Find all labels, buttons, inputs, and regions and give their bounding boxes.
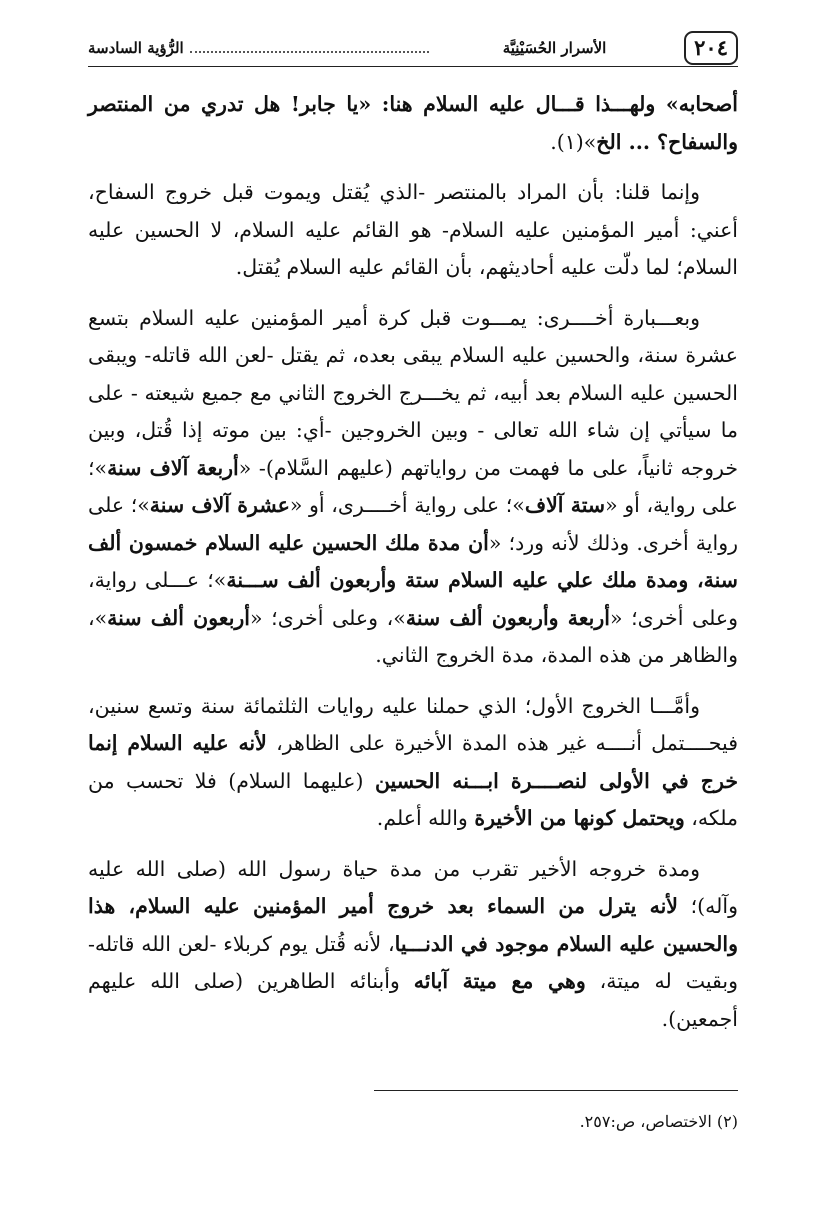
- paragraph: [88, 300, 738, 675]
- bold-text-run: لأنه يترل من السماء بعد خروج أمير المؤمنين عليه السلام، هذا والحسين عليه السلام موجود في الدنـــيا: [88, 894, 738, 956]
- bold-text-run: يا جابر! هل تدري من المنتصر والسفاح؟ ... الخ: [88, 92, 738, 154]
- bold-text-run: أربعة آلاف سنة: [107, 455, 239, 480]
- text-run: ، لأنه قُتل يوم كربلاء -لعن الله قاتله- وبقيت له ميتة،: [88, 931, 738, 993]
- bold-text-run: عشرة آلاف سنة: [149, 493, 290, 517]
- body-text: [88, 86, 738, 1038]
- header-dot-leader: [190, 51, 429, 53]
- bold-text-run: وهي مع ميتة آبائه: [413, 969, 586, 993]
- text-run: »؛ على رواية، أو «: [88, 455, 738, 517]
- bold-text-run: أن مدة ملك الحسين عليه السلام خمسون ألف سنة، ومدة ملك علي عليه السلام ستة وأربعون ألف ســـنة: [88, 530, 738, 592]
- paragraph: [88, 174, 738, 287]
- paragraph: [88, 688, 738, 838]
- bold-text-run: ستة آلاف: [524, 493, 606, 517]
- text-run: »(١).: [550, 129, 597, 154]
- text-run: وأمَّـــا الخروج الأول؛ الذي حملنا عليه روايات الثلثمائة سنة وتسع سنين، فيحــــتمل أنــــه غير هذه المدة الأخيرة على الظاهر،: [88, 693, 738, 755]
- bold-text-run: أصحابه» ولهـــذا قـــال عليه السلام هنا: «: [358, 92, 738, 116]
- bold-text-run: أربعون ألف سنة: [107, 605, 251, 630]
- paragraph: [88, 851, 738, 1039]
- text-run: وإنما قلنا: بأن المراد بالمنتصر -الذي يُقتل ويموت قبل خروج السفاح، أعني: أمير المؤمنين عليه السلام- هو القائم عليه السلام، لا الحسين عليه السلام؛ لما دلّت عليه أحاديثهم، بأن القائم عليه السلام يُقتل.: [88, 180, 738, 279]
- text-run: »؛ على رواية أخــــرى، أو «: [289, 493, 525, 517]
- bold-text-run: لأنه عليه السلام إنما خرج في الأولى لنصــــرة ابـــنه الحسين: [88, 731, 738, 793]
- bold-text-run: ويحتمل كونها من الأخيرة: [474, 806, 685, 830]
- text-run: »، والظاهر من هذه المدة، مدة الخروج الثاني.: [88, 605, 738, 667]
- page-number: ٢٠٤: [684, 31, 738, 65]
- paragraph: [88, 86, 738, 161]
- chapter-title: الرُّؤية السادسة: [88, 39, 184, 57]
- book-title: الأسرار الحُسَيْنِيَّة: [502, 39, 607, 57]
- footnote-separator: [374, 1090, 738, 1091]
- text-run: (عليهما السلام) فلا تحسب من ملكه،: [88, 768, 738, 830]
- text-run: وبعـــبارة أخــــرى: يمـــوت قبل كرة أمير المؤمنين عليه السلام بتسع عشرة سنة، والحسين عليه السلام يبقى بعده، ثم يقتل -لعن الله قاتله- ويبقى الحسين عليه السلام بعد أبيه، ثم يخـــرج الخروج الثاني مع جميع شيعته - على ما سيأتي إن شاء الله تعالى - وبين الخروجين -أي: بين موته إذا قُتل، وبين خروجه ثانياً، على ما فهمت من رواياتهم (عليهم السَّلام)- «: [88, 305, 738, 480]
- text-run: »، وعلى أخرى؛ «: [250, 605, 406, 630]
- bold-text-run: أربعة وأربعون ألف سنة: [405, 605, 610, 630]
- text-run: »؛ عـــلى رواية، وعلى أخرى؛ «: [88, 568, 739, 630]
- text-run: »؛ على رواية أخرى. وذلك لأنه ورد؛ «: [88, 493, 738, 555]
- text-run: ومدة خروجه الأخير تقرب من مدة حياة رسول الله (صلى الله عليه وآله)؛: [88, 856, 738, 918]
- text-run: والله أعلم.: [376, 806, 475, 830]
- text-run: وأبنائه الطاهرين (صلى الله عليهم أجمعين).: [88, 969, 738, 1031]
- running-header: [88, 30, 738, 67]
- footnote: (٢) الاختصاص، ص:٢٥٧.: [579, 1112, 738, 1131]
